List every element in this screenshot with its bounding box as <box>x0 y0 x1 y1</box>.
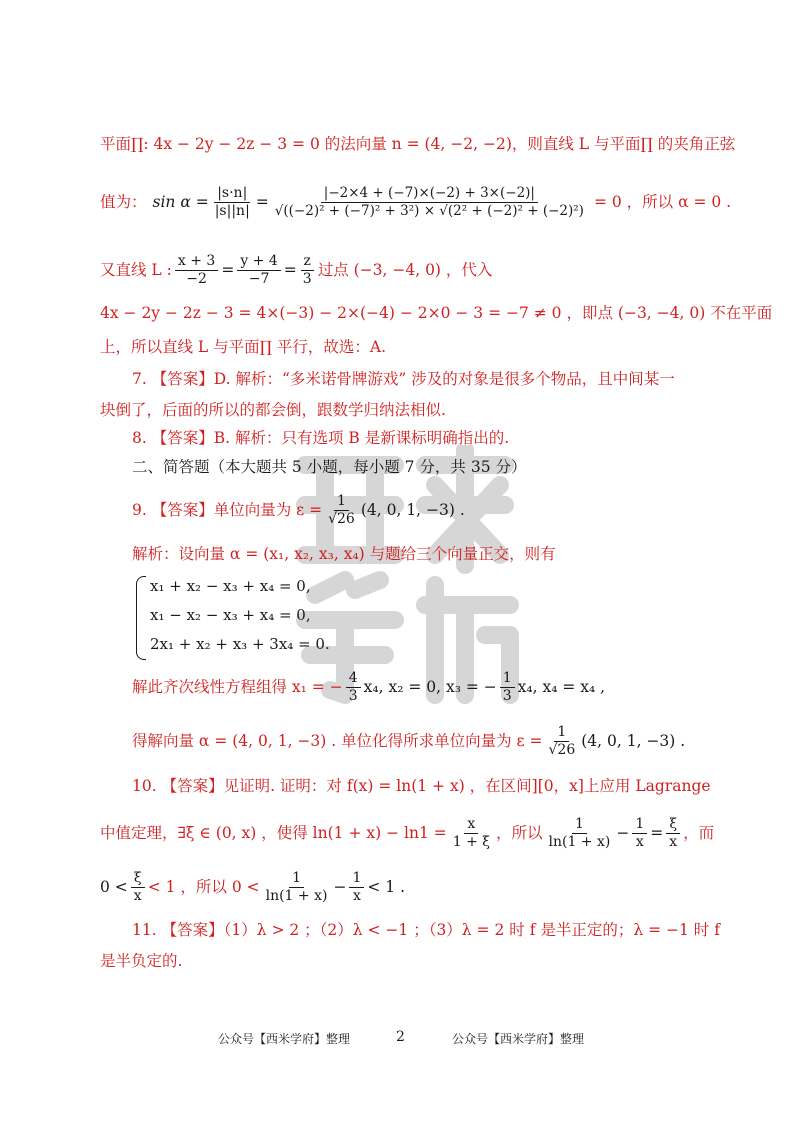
answer-11-line-2: 是半负定的. <box>100 952 183 970</box>
left-brace <box>136 576 146 660</box>
fraction-x <box>175 253 218 288</box>
fraction-numerator: z <box>301 253 314 271</box>
fraction-1-over-ln <box>263 870 331 905</box>
page-number: 2 <box>396 1029 405 1045</box>
fraction-x-over-1-plus-xi <box>450 816 493 851</box>
fraction-numerator: 1 <box>500 670 515 688</box>
fraction-denominator: √26 <box>548 741 576 758</box>
fraction-denominator: √((−2)² + (−7)² + 3²) × √(2² + (−2)² + (−2)²) <box>274 202 584 219</box>
fraction-numerator: y + 4 <box>237 253 280 271</box>
text-tail: 过点 (−3, −4, 0) ，代入 <box>317 261 493 279</box>
minus-sign: − <box>333 878 347 896</box>
section-heading-short-answer: 二、简答题（本大题共 5 小题，每小题 7 分，共 35 分） <box>132 458 527 476</box>
fraction-dot-product <box>212 185 253 220</box>
fraction-denominator: −7 <box>248 270 270 287</box>
text-line-line-equation: 又直线 L : $\frac{x + 3}{-2}$ = $\frac{y + 4}{-7}$ = $\frac{z}{3}$ 过点 (−3, −4, 0) ，代入 <box>100 252 493 287</box>
fraction-denominator: 3 <box>348 687 358 704</box>
fraction-numerator: ξ <box>666 816 680 834</box>
fraction-numerator: 1 <box>349 870 364 888</box>
fraction-denominator: |s||n| <box>214 202 250 219</box>
text-middle: < 1 ，所以 0 < <box>147 878 260 896</box>
text-line-substitution: 4x − 2y − 2z − 3 = 4×(−3) − 2×(−4) − 2×0 − 3 = −7 ≠ 0 ，即点 (−3, −4, 0) 不在平面 <box>100 304 773 322</box>
fraction-denominator: x <box>352 887 361 904</box>
fraction-denominator: 3 <box>502 687 512 704</box>
fraction-numerator: |s·n| <box>214 185 250 203</box>
fraction-numerator: 1 <box>289 870 304 888</box>
answer-10-line-2 <box>100 810 715 856</box>
text-prefix: 9. 【答案】单位向量为 ε = <box>132 501 323 519</box>
minus-sign: − <box>616 824 630 842</box>
text-tail: (4, 0, 1, −3) . <box>360 501 465 519</box>
fraction-denominator: ln(1 + x) <box>548 833 611 850</box>
text-prefix: 值为： <box>100 193 147 211</box>
equation-2: x₁ − x₂ − x₃ + x₄ = 0, <box>150 606 311 624</box>
fraction-denominator: x <box>133 887 142 904</box>
fraction-numerator: 1 <box>334 493 349 511</box>
fraction-numerator: |−2×4 + (−7)×(−2) + 3×(−2)| <box>321 185 538 203</box>
fraction-denominator: 1 + ξ <box>452 833 490 850</box>
equation-3: 2x₁ + x₂ + x₃ + 3x₄ = 0. <box>150 635 330 653</box>
answer-7-line-1: 7. 【答案】D. 解析：“多米诺骨牌游戏” 涉及的对象是很多个物品，且中间某一 <box>132 370 675 388</box>
equation-1: x₁ + x₂ − x₃ + x₄ = 0, <box>150 577 311 595</box>
fraction-numerator: x + 3 <box>175 253 218 271</box>
fraction-numerator: 1 <box>632 816 647 834</box>
answer-7-line-2: 块倒了，后面的所以的都会倒，跟数学归纳法相似. <box>100 401 446 419</box>
fraction-numerator: ξ <box>131 870 145 888</box>
fraction-unit <box>545 724 578 759</box>
fraction-numeric <box>272 185 587 220</box>
fraction-1-over-ln <box>545 816 613 851</box>
fraction-xi-over-x <box>131 870 145 905</box>
text-prefix: 又直线 L : <box>100 261 172 279</box>
fraction-xi-over-x <box>666 816 680 851</box>
fraction-z <box>300 253 315 288</box>
fraction-1-over-x <box>349 870 364 905</box>
fraction-denominator: √26 <box>328 510 355 527</box>
fraction-numerator: x <box>464 816 478 834</box>
text-line-sine-formula <box>100 172 732 232</box>
equals-sign: = <box>650 824 664 842</box>
fraction-y <box>237 253 280 288</box>
fraction-denominator: ln(1 + x) <box>265 887 328 904</box>
equation-system <box>136 572 330 659</box>
text-tail: (4, 0, 1, −3) . <box>581 732 686 750</box>
text-prefix: 0 < <box>100 878 128 896</box>
text-tail: < 1 . <box>367 878 406 896</box>
fraction-denominator: x <box>635 833 644 850</box>
fraction-unit <box>325 493 358 528</box>
text-line-plane-normal: 平面∏: 4x − 2y − 2z − 3 = 0 的法向量 n = (4, −2, −2)，则直线 L 与平面∏ 的夹角正弦 <box>100 135 736 153</box>
answer-9-analysis: 解析：设向量 α = (x₁, x₂, x₃, x₄) 与题给三个向量正交，则有 <box>132 545 556 563</box>
text-middle: x₄, x₂ = 0, x₃ = − <box>363 678 497 696</box>
fraction-one-third <box>500 670 515 705</box>
text-line-conclusion: 上，所以直线 L 与平面∏ 平行，故选：A. <box>100 338 387 356</box>
fraction-numerator: 1 <box>572 816 587 834</box>
text-tail: ，而 <box>683 824 715 842</box>
equals-sign: = <box>255 193 269 211</box>
answer-8: 8. 【答案】B. 解析：只有选项 B 是新课标明确指出的. <box>132 429 510 447</box>
answer-9-result <box>132 718 704 764</box>
text-tail: x₄, x₄ = x₄ , <box>517 678 606 696</box>
fraction-four-thirds <box>346 670 361 705</box>
footer-left-credit: 公众号【西米学府】整理 <box>218 1032 351 1046</box>
answer-9-solution <box>132 664 704 710</box>
answer-10-line-1: 10. 【答案】见证明. 证明：对 f(x) = ln(1 + x) ，在区间][0，x]上应用 Lagrange <box>132 777 711 795</box>
fraction-1-over-x <box>632 816 647 851</box>
text-middle: ，所以 <box>495 824 543 842</box>
text-prefix: 解此齐次线性方程组得 x₁ = − <box>132 678 343 696</box>
fraction-denominator: 3 <box>302 270 312 287</box>
answer-11-line-1: 11. 【答案】（1）λ > 2 ；（2）λ < −1 ；（3）λ = 2 时 f 是半正定的；λ = −1 时 f <box>132 921 720 939</box>
fraction-denominator: −2 <box>186 270 207 287</box>
fraction-numerator: 1 <box>554 724 569 742</box>
text-prefix: 中值定理，∃ξ ∈ (0, x) ，使得 ln(1 + x) − ln1 = <box>100 824 447 842</box>
formula-result: = 0 ，所以 α = 0 . <box>593 193 732 211</box>
text-prefix: 得解向量 α = (4, 0, 1, −3) . 单位化得所求单位向量为 ε = <box>132 732 543 750</box>
answer-10-line-3 <box>100 864 704 910</box>
fraction-denominator: x <box>669 833 678 850</box>
fraction-numerator: 4 <box>346 670 361 688</box>
formula-sin: sin α = <box>152 193 209 211</box>
footer-right-credit: 公众号【西米学府】整理 <box>452 1032 585 1046</box>
answer-9 <box>132 488 704 532</box>
